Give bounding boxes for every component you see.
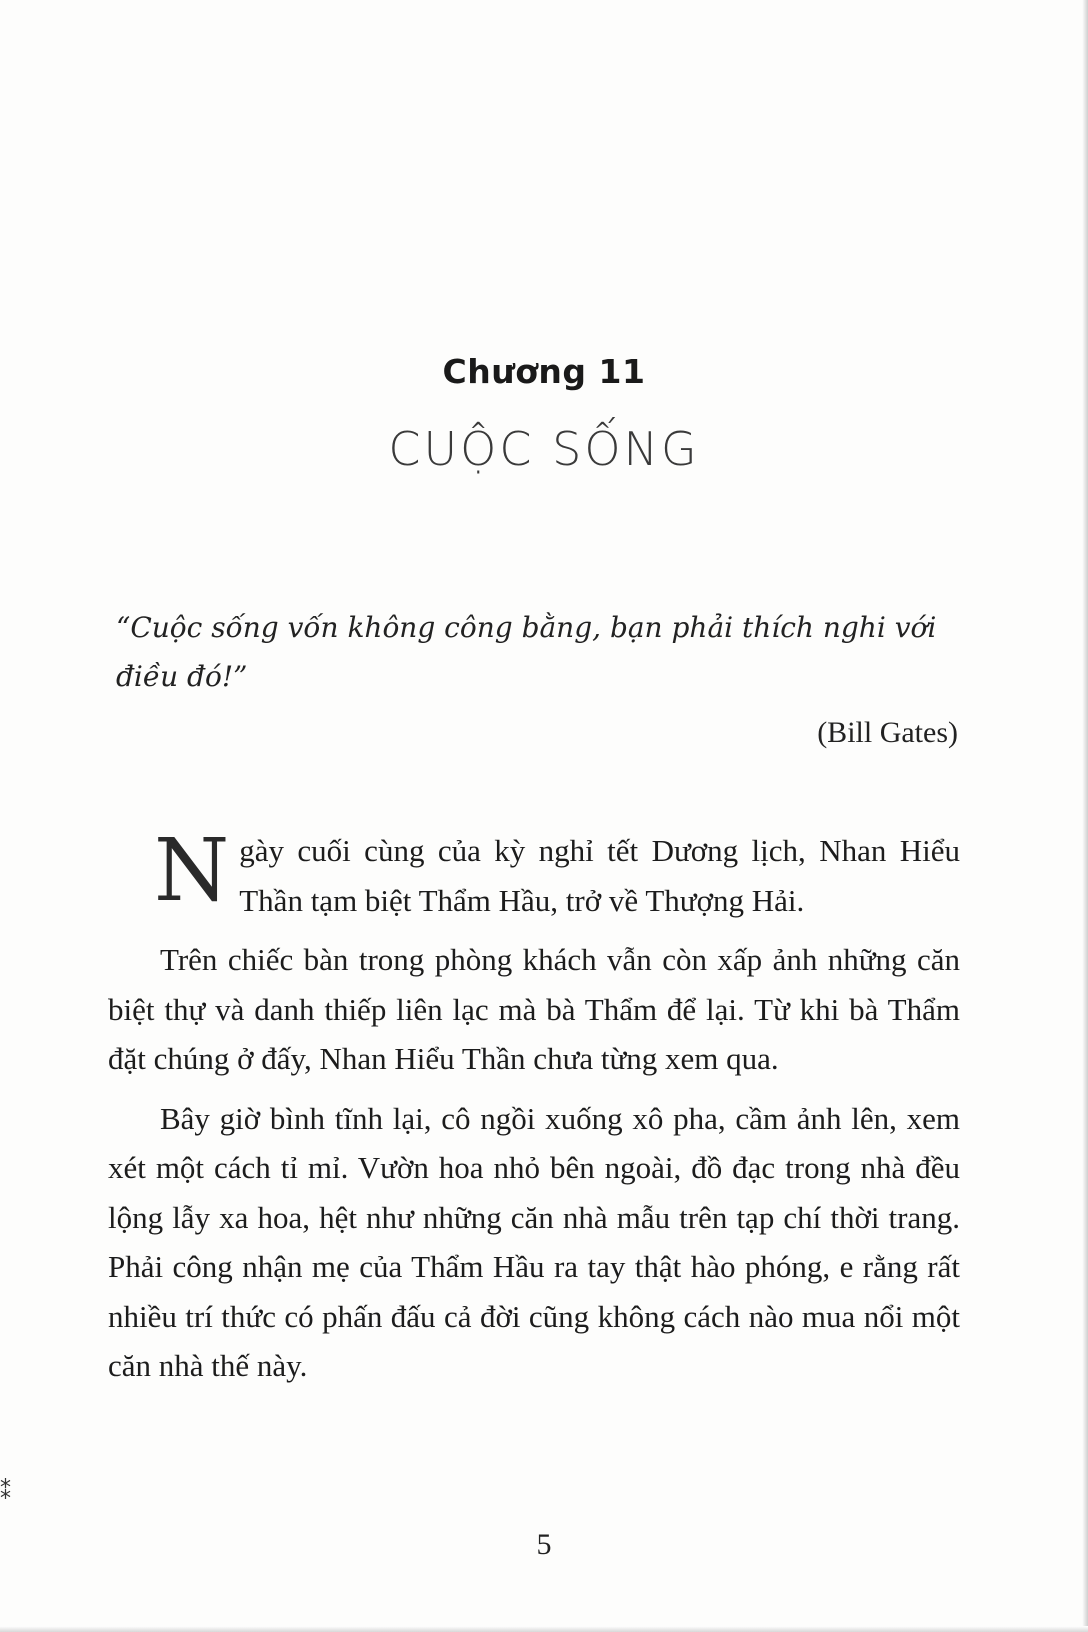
chapter-title: CUỘC SỐNG bbox=[388, 422, 700, 476]
epigraph-author: (Bill Gates) bbox=[817, 716, 958, 749]
chapter-number: Chương 11 bbox=[442, 352, 646, 391]
paragraph-3: Bây giờ bình tĩnh lại, cô ngồi xuống xô pha, cầm ảnh lên, xem xét một cách tỉ mỉ. Vườn hoa nhỏ bên ngoài, đồ đạc trong nhà đều lộng lẫy xa hoa, hệt như những căn nhà mẫu trên tạp chí thời trang. Phải công nhận mẹ của Thẩm Hầu ra tay thật hào phóng, e rằng rất nhiều trí thức có phấn đấu cả đời cũng không cách nào mua nổi một căn nhà thế này. bbox=[108, 1100, 960, 1383]
body-text bbox=[108, 821, 960, 1401]
page-right-edge bbox=[1082, 0, 1088, 1632]
paragraph-1-text: gày cuối cùng của kỳ nghỉ tết Dương lịch, Nhan Hiểu Thần tạm biệt Thẩm Hầu, trở về Thượng Hải. bbox=[239, 833, 960, 918]
page-number: 5 bbox=[536, 1528, 552, 1561]
paragraph-1 bbox=[108, 821, 960, 925]
drop-cap: N bbox=[154, 821, 230, 921]
paragraph-2: Trên chiếc bàn trong phòng khách vẫn còn xấp ảnh những căn biệt thự và danh thiếp liên lạc mà bà Thẩm để lại. Từ khi bà Thẩm đặt chúng ở đấy, Nhan Hiểu Thần chưa từng xem qua. bbox=[108, 942, 960, 1076]
epigraph-quote: “Cuộc sống vốn không công bằng, bạn phải thích nghi với điều đó!” bbox=[116, 611, 937, 693]
page-bottom-edge bbox=[0, 1626, 1088, 1632]
binding-mark-icon: ⁑ bbox=[0, 1480, 11, 1505]
